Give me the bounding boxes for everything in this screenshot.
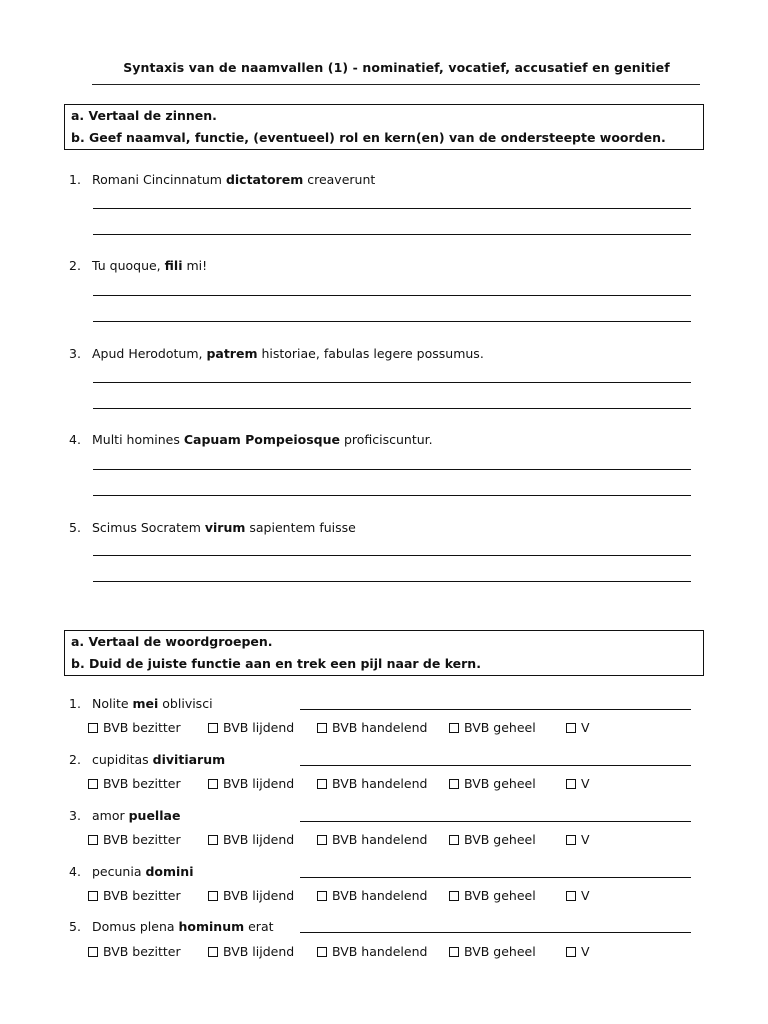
option-bvb-bezitter[interactable] <box>88 720 181 735</box>
option-bvb-handelend[interactable] <box>317 888 427 903</box>
sentence-1 <box>69 172 375 187</box>
answer-line[interactable] <box>93 321 691 322</box>
option-bvb-geheel[interactable] <box>449 944 536 959</box>
instruction-a: a. Vertaal de woordgroepen. <box>71 634 273 649</box>
phrase-text: pecunia <box>92 864 146 879</box>
option-label: V <box>581 832 590 847</box>
phrase-3 <box>69 808 180 823</box>
answer-line[interactable] <box>300 765 691 766</box>
underlined-word: divitiarum <box>152 752 226 767</box>
checkbox[interactable] <box>317 779 327 789</box>
checkbox[interactable] <box>208 947 218 957</box>
answer-line[interactable] <box>93 555 691 556</box>
option-bvb-geheel[interactable] <box>449 720 536 735</box>
phrase-text: amor <box>92 808 129 823</box>
answer-line[interactable] <box>93 581 691 582</box>
option-label: BVB bezitter <box>103 944 181 959</box>
function-options-2 <box>88 776 708 792</box>
answer-line[interactable] <box>93 234 691 235</box>
phrase-number: 4. <box>69 864 81 879</box>
option-bvb-lijdend[interactable] <box>208 888 294 903</box>
sentence-text: Multi homines <box>92 432 184 447</box>
phrase-number: 5. <box>69 919 81 934</box>
function-options-3 <box>88 832 708 848</box>
sentence-number: 5. <box>69 520 81 535</box>
title-underline <box>92 84 700 85</box>
sentence-text: creaverunt <box>303 172 376 187</box>
phrase-5 <box>69 919 274 934</box>
underlined-word: patrem <box>206 346 258 361</box>
option-bvb-bezitter[interactable] <box>88 776 181 791</box>
option-label: BVB bezitter <box>103 832 181 847</box>
option-v[interactable] <box>566 720 590 735</box>
checkbox[interactable] <box>88 723 98 733</box>
sentence-4 <box>69 432 433 447</box>
option-bvb-bezitter[interactable] <box>88 944 181 959</box>
checkbox[interactable] <box>449 891 459 901</box>
checkbox[interactable] <box>566 723 576 733</box>
option-bvb-bezitter[interactable] <box>88 888 181 903</box>
option-bvb-geheel[interactable] <box>449 832 536 847</box>
sentence-3 <box>69 346 484 361</box>
checkbox[interactable] <box>208 835 218 845</box>
checkbox[interactable] <box>317 723 327 733</box>
option-label: BVB lijdend <box>223 776 295 791</box>
option-label: BVB handelend <box>332 720 428 735</box>
instruction-b: b. Geef naamval, functie, (eventueel) rol en kern(en) van de ondersteepte woorden. <box>71 130 666 145</box>
option-label: BVB bezitter <box>103 888 181 903</box>
sentence-text: proficiscuntur. <box>339 432 433 447</box>
option-label: BVB handelend <box>332 888 428 903</box>
checkbox[interactable] <box>317 891 327 901</box>
answer-line[interactable] <box>93 295 691 296</box>
answer-line[interactable] <box>300 932 691 933</box>
answer-line[interactable] <box>93 408 691 409</box>
option-bvb-handelend[interactable] <box>317 832 427 847</box>
option-label: BVB bezitter <box>103 720 181 735</box>
option-bvb-lijdend[interactable] <box>208 944 294 959</box>
phrase-text: erat <box>244 919 274 934</box>
checkbox[interactable] <box>88 779 98 789</box>
option-label: BVB bezitter <box>103 776 181 791</box>
phrase-number: 3. <box>69 808 81 823</box>
phrase-number: 1. <box>69 696 81 711</box>
checkbox[interactable] <box>88 891 98 901</box>
underlined-word: mei <box>132 696 159 711</box>
phrase-number: 2. <box>69 752 81 767</box>
sentence-text: sapientem fuisse <box>245 520 356 535</box>
underlined-word: fili <box>164 258 183 273</box>
answer-line[interactable] <box>300 821 691 822</box>
sentence-text: mi! <box>182 258 208 273</box>
checkbox[interactable] <box>208 891 218 901</box>
option-bvb-geheel[interactable] <box>449 776 536 791</box>
option-label: BVB lijdend <box>223 888 295 903</box>
checkbox[interactable] <box>317 835 327 845</box>
checkbox[interactable] <box>566 947 576 957</box>
function-options-5 <box>88 944 708 960</box>
phrase-text: Nolite <box>92 696 133 711</box>
checkbox[interactable] <box>208 779 218 789</box>
option-bvb-lijdend[interactable] <box>208 776 294 791</box>
phrase-text: cupiditas <box>92 752 153 767</box>
sentence-number: 4. <box>69 432 81 447</box>
sentence-text: historiae, fabulas legere possumus. <box>257 346 484 361</box>
option-label: BVB handelend <box>332 776 428 791</box>
checkbox[interactable] <box>566 835 576 845</box>
option-label: V <box>581 888 590 903</box>
option-label: BVB geheel <box>464 776 536 791</box>
option-label: BVB handelend <box>332 944 428 959</box>
instructions-box-1 <box>64 104 704 150</box>
checkbox[interactable] <box>88 947 98 957</box>
sentence-number: 1. <box>69 172 81 187</box>
option-v[interactable] <box>566 776 590 791</box>
answer-line[interactable] <box>93 382 691 383</box>
option-label: BVB lijdend <box>223 944 295 959</box>
option-bvb-geheel[interactable] <box>449 888 536 903</box>
answer-line[interactable] <box>93 208 691 209</box>
option-bvb-handelend[interactable] <box>317 944 427 959</box>
sentence-text: Apud Herodotum, <box>92 346 207 361</box>
option-label: V <box>581 944 590 959</box>
answer-line[interactable] <box>93 495 691 496</box>
option-label: BVB handelend <box>332 832 428 847</box>
checkbox[interactable] <box>449 779 459 789</box>
sentence-text: Romani Cincinnatum <box>92 172 226 187</box>
sentence-2 <box>69 258 207 273</box>
option-bvb-lijdend[interactable] <box>208 832 294 847</box>
sentence-5 <box>69 520 356 535</box>
checkbox[interactable] <box>566 779 576 789</box>
answer-line[interactable] <box>93 469 691 470</box>
instruction-a: a. Vertaal de zinnen. <box>71 108 217 123</box>
sentence-number: 3. <box>69 346 81 361</box>
checkbox[interactable] <box>88 835 98 845</box>
function-options-1 <box>88 720 708 736</box>
checkbox[interactable] <box>449 835 459 845</box>
checkbox[interactable] <box>449 947 459 957</box>
page-title: Syntaxis van de naamvallen (1) - nominatief, vocatief, accusatief en genitief <box>123 60 670 75</box>
sentence-text: Scimus Socratem <box>92 520 205 535</box>
underlined-word: puellae <box>128 808 181 823</box>
option-label: V <box>581 720 590 735</box>
phrase-text: Domus plena <box>92 919 179 934</box>
answer-line[interactable] <box>300 709 691 710</box>
instructions-box-2 <box>64 630 704 676</box>
option-label: BVB geheel <box>464 888 536 903</box>
option-label: V <box>581 776 590 791</box>
answer-line[interactable] <box>300 877 691 878</box>
checkbox[interactable] <box>566 891 576 901</box>
underlined-word: domini <box>145 864 194 879</box>
option-bvb-bezitter[interactable] <box>88 832 181 847</box>
option-v[interactable] <box>566 832 590 847</box>
sentence-text: Tu quoque, <box>92 258 165 273</box>
checkbox[interactable] <box>208 723 218 733</box>
option-bvb-lijdend[interactable] <box>208 720 294 735</box>
checkbox[interactable] <box>317 947 327 957</box>
phrase-2 <box>69 752 225 767</box>
underlined-word: dictatorem <box>225 172 304 187</box>
underlined-word: hominum <box>178 919 245 934</box>
option-v[interactable] <box>566 888 590 903</box>
option-label: BVB geheel <box>464 832 536 847</box>
phrase-4 <box>69 864 193 879</box>
underlined-word: Capuam Pompeiosque <box>183 432 340 447</box>
function-options-4 <box>88 888 708 904</box>
option-label: BVB lijdend <box>223 832 295 847</box>
option-bvb-handelend[interactable] <box>317 720 427 735</box>
instruction-b: b. Duid de juiste functie aan en trek een pijl naar de kern. <box>71 656 481 671</box>
option-label: BVB geheel <box>464 720 536 735</box>
sentence-number: 2. <box>69 258 81 273</box>
option-label: BVB lijdend <box>223 720 295 735</box>
underlined-word: virum <box>204 520 246 535</box>
option-label: BVB geheel <box>464 944 536 959</box>
phrase-1 <box>69 696 213 711</box>
option-bvb-handelend[interactable] <box>317 776 427 791</box>
checkbox[interactable] <box>449 723 459 733</box>
phrase-text: oblivisci <box>158 696 213 711</box>
option-v[interactable] <box>566 944 590 959</box>
